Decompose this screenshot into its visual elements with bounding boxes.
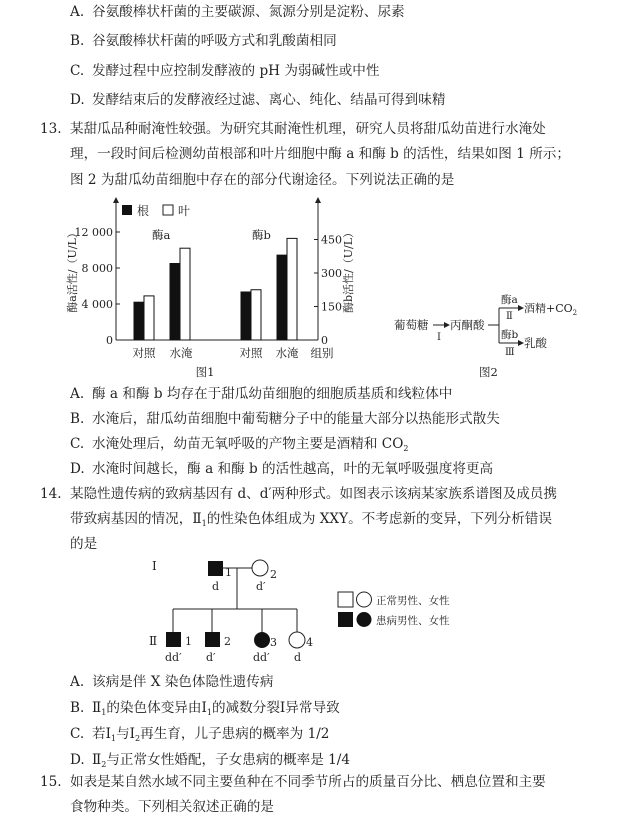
pedigree-chart: [149, 559, 450, 664]
text: 的性染色体组成为 XXY。不考虑新的变异，下列分析错误: [206, 511, 552, 527]
member-id: 1: [185, 635, 192, 648]
legend-root-swatch: [122, 205, 132, 215]
q14-option-d: [70, 751, 350, 774]
bar-酶b-根-对照: [241, 292, 251, 340]
genotype: d: [212, 580, 220, 593]
bar-酶a-叶-对照: [144, 296, 154, 340]
option-text: 发酵过程中应控制发酵液的 pH 为弱碱性或中性: [92, 63, 380, 79]
legend-root-label: 根: [137, 204, 150, 218]
group-label-enzyme-a: 酶a: [152, 228, 171, 242]
q14-option-b: [70, 699, 340, 722]
option-text: 谷氨酸棒状杆菌的主要碳源、氮源分别是淀粉、尿素: [92, 4, 405, 20]
option-text: 水淹处理后，幼苗无氧呼吸的产物主要是酒精和 CO: [92, 436, 404, 452]
option-letter: C.: [70, 63, 85, 79]
text: Ⅱ: [92, 752, 102, 768]
text: 若Ⅰ: [92, 726, 111, 742]
member-id: 4: [306, 636, 313, 649]
generation-label: Ⅰ: [152, 559, 157, 573]
pedigree-lines: [173, 568, 297, 632]
x-tick-label: 对照: [239, 346, 263, 360]
option-letter: C.: [70, 726, 85, 742]
option-text: 发酵结束后的发酵液经过滤、离心、纯化、结晶可得到味精: [92, 92, 446, 108]
q13-stem-line: 理，一段时间后检测幼苗根部和叶片细胞中酶 a 和酶 b 的活性，结果如图 1 所示；: [70, 146, 570, 162]
genotype: d: [294, 651, 302, 664]
option-text: 该病是伴 X 染色体隐性遗传病: [92, 674, 274, 690]
q14-option-a: [70, 673, 273, 691]
option-letter: D.: [70, 752, 85, 768]
glucose-label: 葡萄糖: [394, 318, 429, 332]
q15-number: 15.: [40, 774, 62, 790]
bar-酶a-根-对照: [134, 302, 144, 340]
right-y-tick-label: 300: [321, 267, 342, 280]
option-text: 酶 a 和酶 b 均存在于甜瓜幼苗细胞的细胞质基质和线粒体中: [92, 386, 453, 402]
legend-leaf-swatch: [163, 205, 173, 215]
male-affected-icon: [205, 632, 220, 647]
x-axis-label: 组别: [310, 346, 334, 360]
option-letter: A.: [70, 674, 85, 690]
option-text: 水淹时间越长，酶 a 和酶 b 的活性越高，叶的无氧呼吸强度将更高: [92, 461, 494, 477]
text: 带致病基因的情况，Ⅱ: [70, 511, 202, 527]
q14-number: 14.: [40, 486, 62, 502]
q13-option-b: [70, 410, 500, 428]
text: 再生育，儿子患病的概率为 1/2: [140, 726, 330, 742]
q13-option-d: [70, 460, 493, 478]
subscript: 1: [101, 708, 107, 717]
option-text: 谷氨酸棒状杆菌的呼吸方式和乳酸菌相同: [92, 33, 337, 49]
legend-normal-label: 正常男性、女性: [376, 595, 450, 607]
right-y-axis-label: 酶b活性/（U/L）: [342, 226, 355, 314]
generation-label: Ⅱ: [149, 634, 158, 648]
option-letter: C.: [70, 436, 85, 452]
q14-option-c: [70, 725, 329, 748]
x-tick-label: 水淹: [275, 346, 299, 360]
q14-stem-line: 某隐性遗传病的致病基因有 d、d′两种形式。如图表示该病某家族系谱图及成员携: [70, 486, 557, 502]
option-letter: A.: [70, 4, 85, 20]
step-label: Ⅲ: [505, 347, 515, 358]
member-id: 2: [224, 635, 231, 648]
right-y-tick-label: 150: [321, 300, 342, 314]
option-letter: D.: [70, 461, 85, 477]
figure1-caption: 图1: [195, 365, 215, 379]
legend-leaf-label: 叶: [178, 204, 191, 218]
genotype: d′: [256, 580, 266, 593]
option-letter: B.: [70, 700, 85, 716]
bar-酶b-叶-水淹: [287, 238, 297, 340]
legend-normal-female-icon: [357, 592, 372, 607]
x-tick-label: 对照: [132, 346, 156, 360]
q14-stem-line: [70, 510, 552, 533]
legend-affected-label: 患病男性、女性: [376, 615, 450, 627]
q13-number: 13.: [40, 121, 62, 137]
group-label-enzyme-b: 酶b: [252, 228, 271, 242]
left-y-tick-label: 12 000: [74, 226, 113, 239]
q13-option-a: [70, 385, 452, 403]
legend-affected-male-icon: [338, 612, 353, 627]
bar-酶a-叶-水淹: [180, 248, 190, 340]
q13-stem-line: 某甜瓜品种耐淹性较强。为研究其耐淹性机理，研究人员将甜瓜幼苗进行水淹处: [70, 121, 546, 137]
female-affected-icon: [254, 632, 270, 648]
subscript: 2: [403, 444, 409, 453]
step-label: Ⅰ: [437, 332, 441, 343]
x-tick-label: 水淹: [169, 346, 193, 360]
enzyme-a-label: 酶a: [501, 294, 518, 306]
figure2-pathway: [394, 293, 577, 379]
left-y-tick-label: 0: [106, 334, 113, 347]
female-normal-icon: [252, 560, 268, 576]
step-label: Ⅱ: [506, 311, 513, 322]
option-letter: B.: [70, 411, 85, 427]
q14-stem-line: 的是: [70, 536, 98, 552]
genotype: dd′: [165, 651, 182, 664]
subscript: 1: [206, 708, 212, 717]
left-y-tick-label: 8 000: [81, 262, 113, 275]
genotype: dd′: [253, 651, 270, 664]
bar-酶b-叶-对照: [251, 290, 261, 340]
option-letter: D.: [70, 92, 85, 108]
legend-affected-female-icon: [357, 612, 372, 627]
subscript: 1: [110, 734, 117, 743]
right-y-tick-label: 0: [321, 334, 328, 347]
enzyme-b-label: 酶b: [501, 329, 519, 341]
member-id: 3: [270, 636, 277, 649]
text: 与Ⅰ: [116, 726, 136, 742]
left-y-axis-label: 酶a活性/（U/L）: [66, 227, 79, 313]
text: 与正常女性婚配，子女患病的概率是 1/4: [106, 752, 351, 768]
q15-stem-line: 食物种类。下列相关叙述正确的是: [70, 799, 274, 815]
subscript: 2: [135, 734, 141, 743]
option-text: 水淹后，甜瓜幼苗细胞中葡萄糖分子中的能量大部分以热能形式散失: [92, 411, 500, 427]
text: Ⅱ: [92, 700, 102, 716]
male-affected-icon: [166, 632, 181, 647]
male-affected-icon: [208, 561, 223, 576]
text: 的染色体变异由Ⅰ: [106, 700, 207, 716]
product-b-label: 乳酸: [524, 336, 547, 350]
right-y-tick-label: 450: [321, 233, 342, 247]
product-a-label: 酒精$+CO_2$: [524, 302, 578, 317]
option-letter: A.: [70, 386, 85, 402]
legend-normal-male-icon: [338, 592, 353, 607]
text: 的减数分裂Ⅰ异常导致: [211, 700, 340, 716]
member-id: 2: [270, 568, 277, 581]
figure1-bar-chart: [65, 198, 355, 379]
genotype: d′: [206, 651, 216, 664]
female-normal-icon: [289, 632, 305, 648]
option-letter: B.: [70, 33, 85, 49]
q13-stem-line: 图 2 为甜瓜幼苗细胞中存在的部分代谢途径。下列说法正确的是: [70, 172, 455, 188]
subscript: 2: [101, 760, 107, 769]
left-y-tick-label: 4 000: [81, 298, 113, 311]
q13-option-c: [70, 435, 408, 458]
member-id: 1: [225, 566, 232, 579]
subscript: 1: [201, 519, 207, 528]
bar-酶a-根-水淹: [170, 264, 180, 341]
pyruvate-label: 丙酮酸: [450, 318, 485, 332]
bar-酶b-根-水淹: [277, 255, 287, 340]
q15-stem-line: 如表是某自然水域不同主要鱼种在不同季节所占的质量百分比、栖息位置和主要: [70, 774, 546, 790]
figure2-caption: 图2: [479, 365, 498, 379]
